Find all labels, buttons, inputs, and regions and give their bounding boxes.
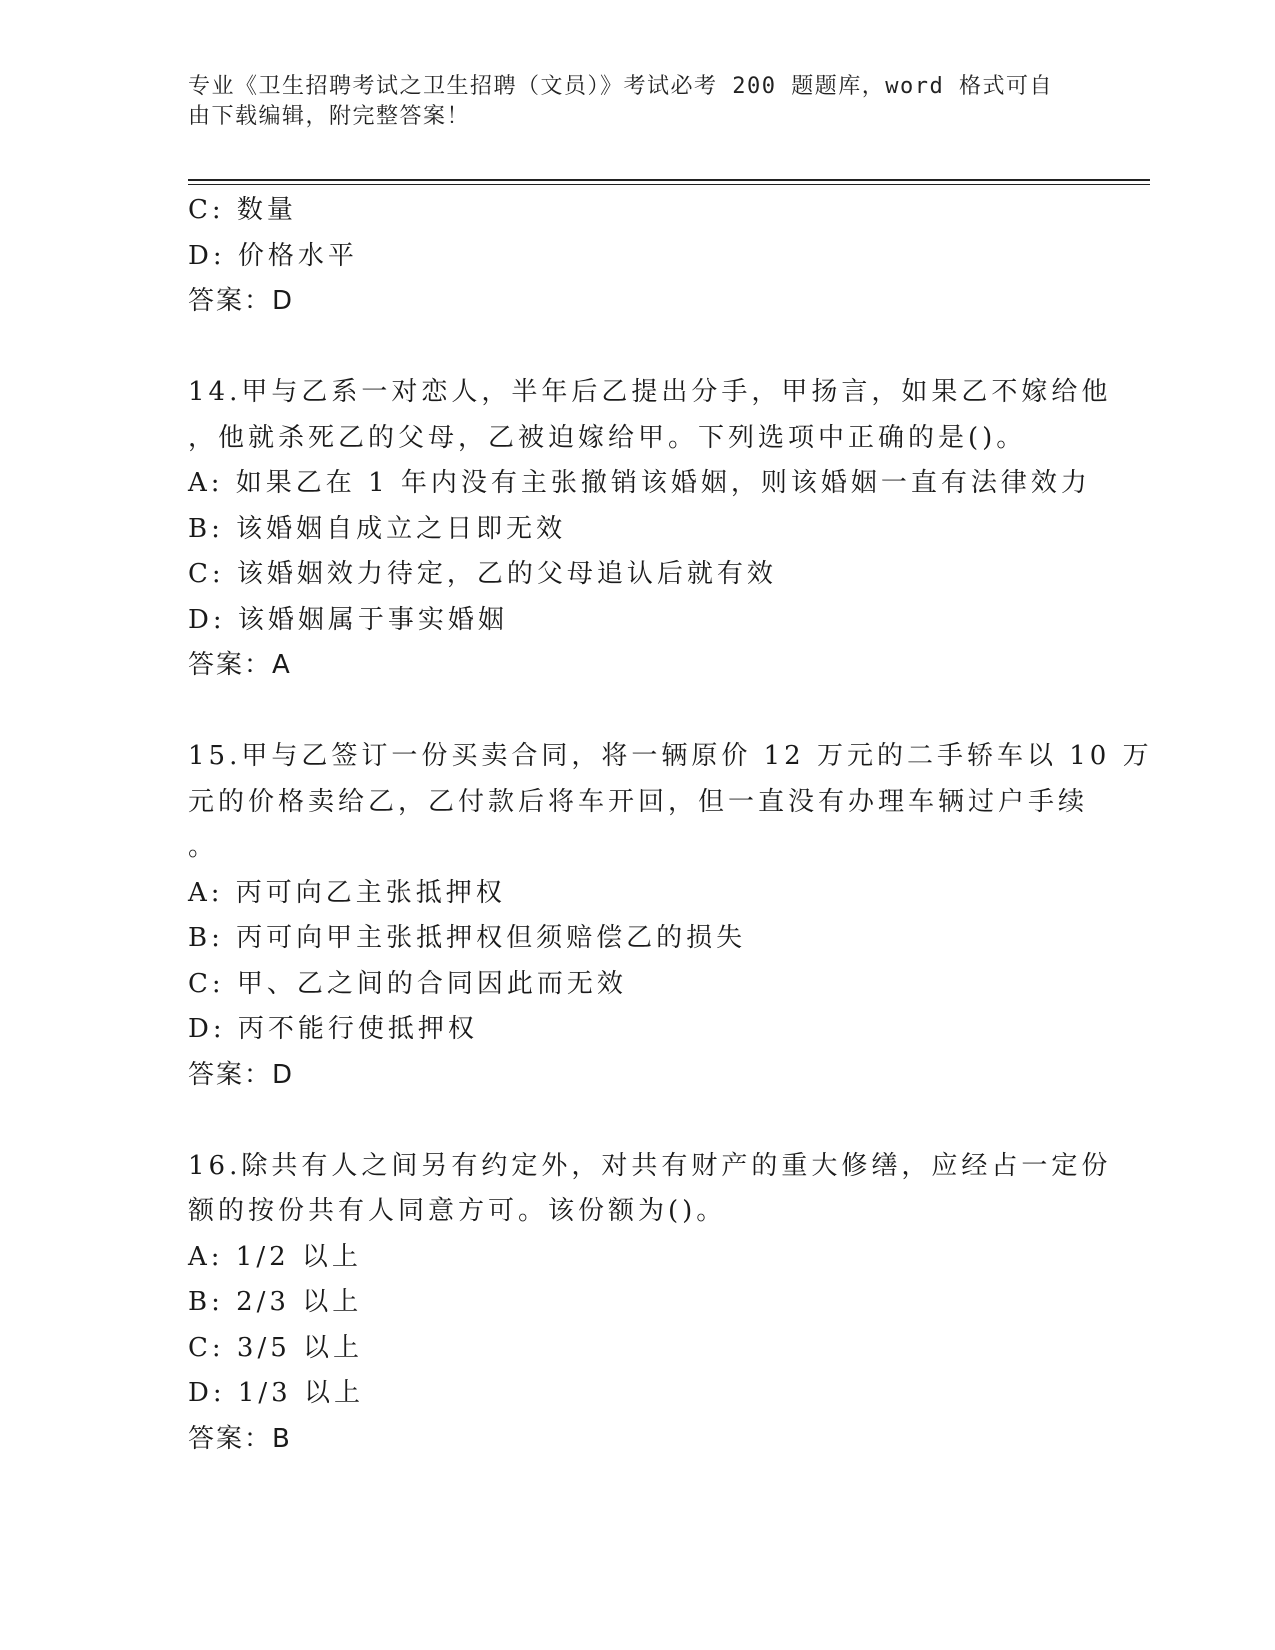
header-line-2: 由下载编辑，附完整答案！ bbox=[188, 104, 471, 129]
option-c: C: 3/5 以上 bbox=[188, 1332, 364, 1363]
option-c: C: 数量 bbox=[188, 195, 297, 225]
option-b: B: 该婚姻自成立之日即无效 bbox=[188, 513, 567, 544]
option-b: B: 丙可向甲主张抵押权但须赔偿乙的损失 bbox=[188, 923, 747, 953]
question-stem-line: ，他就杀死乙的父母，乙被迫嫁给甲。下列选项中正确的是()。 bbox=[188, 422, 1027, 453]
answer-line: 答案：B bbox=[188, 1423, 292, 1454]
header-divider-thin bbox=[188, 184, 1150, 185]
spacer bbox=[188, 1098, 1088, 1144]
question-content bbox=[188, 188, 1153, 1462]
spacer bbox=[188, 325, 1088, 371]
question-stem-line: 元的价格卖给乙，乙付款后将车开回，但一直没有办理车辆过户手续 bbox=[188, 786, 1089, 817]
question-block-15 bbox=[188, 734, 1153, 1098]
question-stem-line: 额的按份共有人同意方可。该份额为()。 bbox=[188, 1196, 727, 1226]
question-stem-line: 16.除共有人之间另有约定外，对共有财产的重大修缮，应经占一定份 bbox=[188, 1150, 1112, 1181]
question-block-14 bbox=[188, 370, 1112, 689]
document-header bbox=[188, 72, 1068, 132]
option-a: A: 1/2 以上 bbox=[188, 1241, 362, 1272]
header-line-1: 专业《卫生招聘考试之卫生招聘（文员）》考试必考 200 题题库，word 格式可自 bbox=[188, 74, 1053, 99]
answer-line: 答案：A bbox=[188, 650, 292, 680]
option-d: D: 该婚姻属于事实婚姻 bbox=[188, 604, 508, 635]
question-stem-line: 。 bbox=[188, 832, 219, 862]
option-d: D: 价格水平 bbox=[188, 240, 358, 271]
option-c: C: 甲、乙之间的合同因此而无效 bbox=[188, 968, 627, 999]
spacer bbox=[188, 689, 1088, 735]
option-d: D: 丙不能行使抵押权 bbox=[188, 1014, 478, 1044]
header-divider-thick bbox=[188, 179, 1150, 181]
option-a: A: 丙可向乙主张抵押权 bbox=[188, 877, 506, 908]
question-stem-line: 15.甲与乙签订一份买卖合同，将一辆原价 12 万元的二手轿车以 10 万 bbox=[188, 741, 1153, 771]
question-block-16 bbox=[188, 1144, 1112, 1463]
answer-line: 答案：D bbox=[188, 1059, 295, 1090]
question-stem-line: 14.甲与乙系一对恋人，半年后乙提出分手，甲扬言，如果乙不嫁给他 bbox=[188, 377, 1112, 407]
answer-line: 答案：D bbox=[188, 286, 295, 316]
option-c: C: 该婚姻效力待定，乙的父母追认后就有效 bbox=[188, 559, 777, 589]
option-d: D: 1/3 以上 bbox=[188, 1378, 364, 1408]
option-a: A: 如果乙在 1 年内没有主张撤销该婚姻，则该婚姻一直有法律效力 bbox=[188, 468, 1091, 498]
option-b: B: 2/3 以上 bbox=[188, 1287, 363, 1317]
question-block-13 bbox=[188, 188, 1088, 325]
